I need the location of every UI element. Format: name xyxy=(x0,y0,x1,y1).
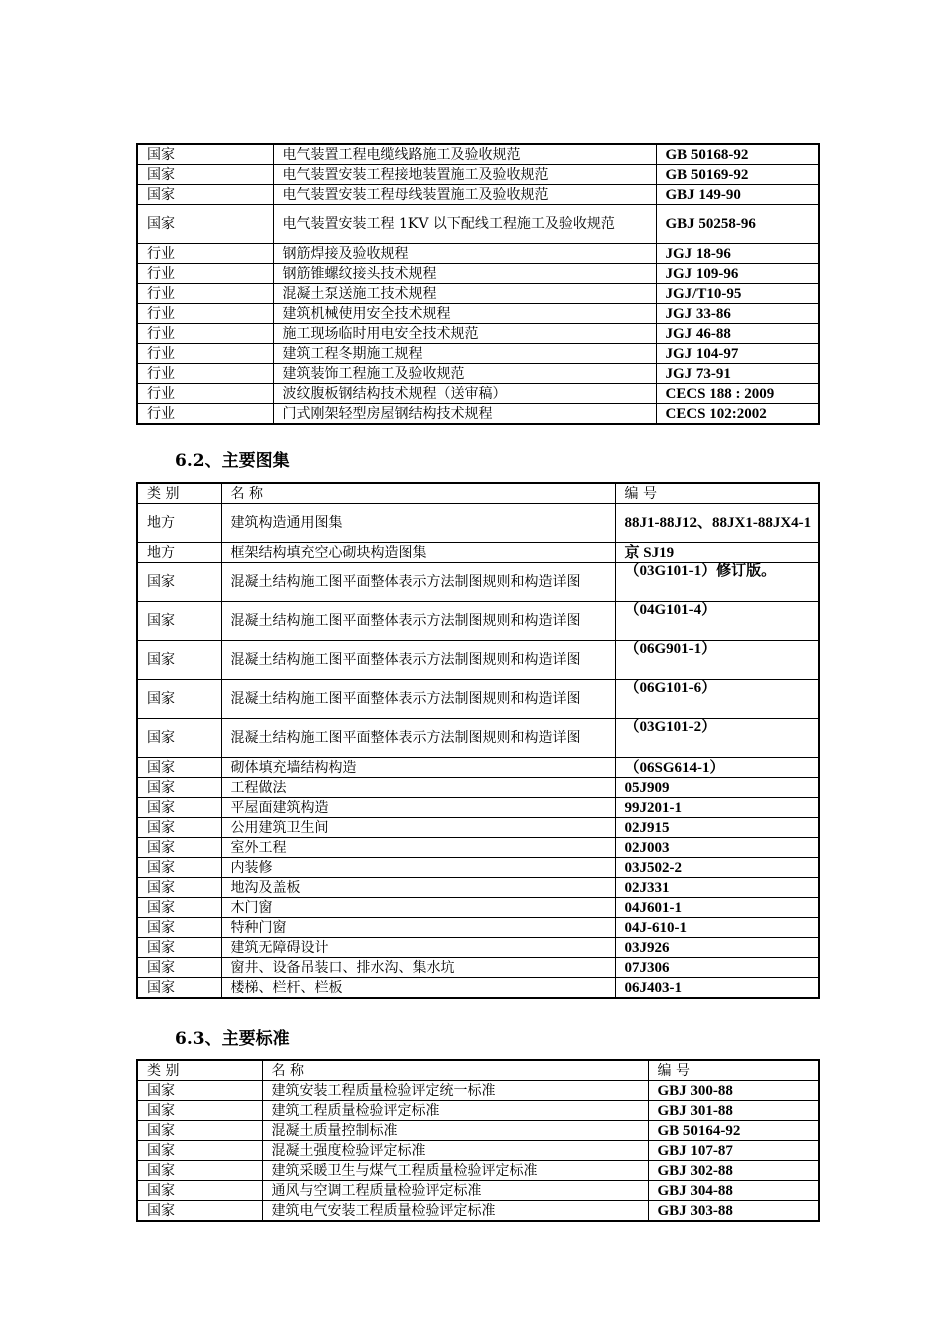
cell-code: GBJ 304-88 xyxy=(648,1181,819,1201)
cell-category: 国家 xyxy=(137,858,221,878)
cell-name: 建筑电气安装工程质量检验评定标准 xyxy=(262,1201,648,1222)
table-row xyxy=(137,364,819,384)
cell-code: GBJ 107-87 xyxy=(648,1141,819,1161)
header-code: 编 号 xyxy=(648,1060,819,1081)
cell-name: 内装修 xyxy=(221,858,615,878)
table-row xyxy=(137,1181,819,1201)
cell-name: 特种门窗 xyxy=(221,918,615,938)
cell-name: 混凝土结构施工图平面整体表示方法制图规则和构造详图 xyxy=(221,680,615,719)
cell-name: 混凝土强度检验评定标准 xyxy=(262,1141,648,1161)
cell-name: 建筑装饰工程施工及验收规范 xyxy=(273,364,656,384)
cell-name: 建筑无障碍设计 xyxy=(221,938,615,958)
table-row xyxy=(137,284,819,304)
cell-code: 04J601-1 xyxy=(615,898,819,918)
table-row xyxy=(137,344,819,364)
cell-category: 国家 xyxy=(137,1161,262,1181)
cell-code: 06J403-1 xyxy=(615,978,819,999)
cell-code: GBJ 302-88 xyxy=(648,1161,819,1181)
cell-category: 国家 xyxy=(137,938,221,958)
table-header-row xyxy=(137,1060,819,1081)
table-row xyxy=(137,244,819,264)
cell-category: 国家 xyxy=(137,1201,262,1222)
cell-code: （06G901-1） xyxy=(615,641,819,680)
table-row xyxy=(137,958,819,978)
cell-name: 混凝土结构施工图平面整体表示方法制图规则和构造详图 xyxy=(221,641,615,680)
cell-code: JGJ/T10-95 xyxy=(656,284,819,304)
cell-name: 混凝土质量控制标准 xyxy=(262,1121,648,1141)
cell-category: 国家 xyxy=(137,719,221,758)
cell-code: GBJ 50258-96 xyxy=(656,205,819,244)
cell-name: 砌体填充墙结构构造 xyxy=(221,758,615,778)
cell-name: 钢筋锥螺纹接头技术规程 xyxy=(273,264,656,284)
cell-category: 国家 xyxy=(137,958,221,978)
table-row xyxy=(137,1101,819,1121)
cell-code: 07J306 xyxy=(615,958,819,978)
cell-name: 建筑工程质量检验评定标准 xyxy=(262,1101,648,1121)
table-row xyxy=(137,404,819,425)
table-row xyxy=(137,680,819,719)
header-category: 类 别 xyxy=(137,1060,262,1081)
cell-name: 电气装置工程电缆线路施工及验收规范 xyxy=(273,144,656,165)
table-row xyxy=(137,918,819,938)
cell-category: 国家 xyxy=(137,818,221,838)
cell-name: 波纹腹板钢结构技术规程（送审稿） xyxy=(273,384,656,404)
cell-category: 国家 xyxy=(137,563,221,602)
cell-category: 国家 xyxy=(137,898,221,918)
cell-name: 钢筋焊接及验收规程 xyxy=(273,244,656,264)
cell-code: JGJ 46-88 xyxy=(656,324,819,344)
cell-category: 国家 xyxy=(137,1141,262,1161)
cell-category: 行业 xyxy=(137,384,273,404)
cell-name: 混凝土结构施工图平面整体表示方法制图规则和构造详图 xyxy=(221,563,615,602)
cell-name: 电气装置安装工程母线装置施工及验收规范 xyxy=(273,185,656,205)
cell-code: （03G101-1）修订版。 xyxy=(615,563,819,602)
table-header-row xyxy=(137,483,819,504)
table-row xyxy=(137,1121,819,1141)
cell-code: GBJ 149-90 xyxy=(656,185,819,205)
cell-name: 混凝土结构施工图平面整体表示方法制图规则和构造详图 xyxy=(221,602,615,641)
table-row xyxy=(137,543,819,563)
cell-name: 平屋面建筑构造 xyxy=(221,798,615,818)
table-row xyxy=(137,641,819,680)
cell-code: GB 50169-92 xyxy=(656,165,819,185)
cell-category: 国家 xyxy=(137,918,221,938)
cell-category: 行业 xyxy=(137,244,273,264)
cell-category: 地方 xyxy=(137,504,221,543)
cell-code: 99J201-1 xyxy=(615,798,819,818)
cell-code: 02J003 xyxy=(615,838,819,858)
standards-table-1 xyxy=(136,143,820,425)
table-row xyxy=(137,185,819,205)
table-row xyxy=(137,205,819,244)
table-row xyxy=(137,838,819,858)
cell-code: 02J915 xyxy=(615,818,819,838)
cell-code: GBJ 301-88 xyxy=(648,1101,819,1121)
section-title-standards: 6.3、主要标准 xyxy=(175,1029,290,1049)
table-row xyxy=(137,1141,819,1161)
cell-category: 国家 xyxy=(137,205,273,244)
cell-code: GB 50168-92 xyxy=(656,144,819,165)
cell-name: 电气装置安装工程接地装置施工及验收规范 xyxy=(273,165,656,185)
cell-category: 国家 xyxy=(137,798,221,818)
cell-name: 地沟及盖板 xyxy=(221,878,615,898)
cell-name: 建筑机械使用安全技术规程 xyxy=(273,304,656,324)
table-row xyxy=(137,144,819,165)
cell-code: 京 SJ19 xyxy=(615,543,819,563)
cell-code: 03J926 xyxy=(615,938,819,958)
cell-code: GB 50164-92 xyxy=(648,1121,819,1141)
cell-code: 88J1-88J12、88JX1-88JX4-1 xyxy=(615,504,819,543)
section-title-atlases: 6.2、主要图集 xyxy=(175,451,290,471)
cell-name: 建筑采暖卫生与煤气工程质量检验评定标准 xyxy=(262,1161,648,1181)
cell-category: 国家 xyxy=(137,1081,262,1101)
cell-name: 门式刚架轻型房屋钢结构技术规程 xyxy=(273,404,656,425)
standards-table-2 xyxy=(136,1059,820,1222)
cell-code: JGJ 33-86 xyxy=(656,304,819,324)
table-row xyxy=(137,818,819,838)
cell-code: （04G101-4） xyxy=(615,602,819,641)
cell-name: 通风与空调工程质量检验评定标准 xyxy=(262,1181,648,1201)
table-row xyxy=(137,304,819,324)
cell-name: 窗井、设备吊装口、排水沟、集水坑 xyxy=(221,958,615,978)
table-row xyxy=(137,165,819,185)
cell-name: 室外工程 xyxy=(221,838,615,858)
atlases-table xyxy=(136,482,820,999)
table-row xyxy=(137,898,819,918)
table-row xyxy=(137,602,819,641)
cell-category: 行业 xyxy=(137,344,273,364)
table-row xyxy=(137,1161,819,1181)
cell-code: （06SG614-1） xyxy=(615,758,819,778)
table-row xyxy=(137,878,819,898)
cell-code: （06G101-6） xyxy=(615,680,819,719)
cell-code: GBJ 303-88 xyxy=(648,1201,819,1222)
cell-code: JGJ 18-96 xyxy=(656,244,819,264)
cell-name: 电气装置安装工程 1KV 以下配线工程施工及验收规范 xyxy=(273,205,656,244)
table-row xyxy=(137,504,819,543)
table-row xyxy=(137,1201,819,1222)
cell-category: 国家 xyxy=(137,602,221,641)
cell-category: 地方 xyxy=(137,543,221,563)
table-row xyxy=(137,719,819,758)
cell-code: 02J331 xyxy=(615,878,819,898)
cell-category: 行业 xyxy=(137,284,273,304)
cell-name: 混凝土泵送施工技术规程 xyxy=(273,284,656,304)
cell-category: 国家 xyxy=(137,1121,262,1141)
cell-category: 国家 xyxy=(137,978,221,999)
cell-code: JGJ 104-97 xyxy=(656,344,819,364)
table-row xyxy=(137,778,819,798)
cell-name: 木门窗 xyxy=(221,898,615,918)
cell-name: 框架结构填充空心砌块构造图集 xyxy=(221,543,615,563)
cell-category: 国家 xyxy=(137,144,273,165)
cell-category: 国家 xyxy=(137,165,273,185)
table-row xyxy=(137,563,819,602)
table-row xyxy=(137,858,819,878)
cell-category: 国家 xyxy=(137,1101,262,1121)
cell-category: 国家 xyxy=(137,878,221,898)
table-row xyxy=(137,798,819,818)
table-row xyxy=(137,758,819,778)
cell-category: 行业 xyxy=(137,364,273,384)
cell-code: 04J-610-1 xyxy=(615,918,819,938)
cell-name: 建筑安装工程质量检验评定统一标准 xyxy=(262,1081,648,1101)
cell-code: JGJ 73-91 xyxy=(656,364,819,384)
table-row xyxy=(137,1081,819,1101)
header-name: 名 称 xyxy=(221,483,615,504)
cell-category: 行业 xyxy=(137,324,273,344)
cell-category: 国家 xyxy=(137,778,221,798)
cell-category: 行业 xyxy=(137,404,273,425)
cell-name: 建筑构造通用图集 xyxy=(221,504,615,543)
cell-category: 国家 xyxy=(137,185,273,205)
cell-category: 行业 xyxy=(137,264,273,284)
cell-category: 国家 xyxy=(137,1181,262,1201)
cell-category: 国家 xyxy=(137,838,221,858)
table-row xyxy=(137,978,819,999)
cell-name: 公用建筑卫生间 xyxy=(221,818,615,838)
cell-name: 楼梯、栏杆、栏板 xyxy=(221,978,615,999)
table-row xyxy=(137,384,819,404)
table-row xyxy=(137,324,819,344)
cell-name: 工程做法 xyxy=(221,778,615,798)
cell-name: 建筑工程冬期施工规程 xyxy=(273,344,656,364)
cell-code: JGJ 109-96 xyxy=(656,264,819,284)
cell-code: 03J502-2 xyxy=(615,858,819,878)
cell-category: 国家 xyxy=(137,680,221,719)
header-name: 名 称 xyxy=(262,1060,648,1081)
cell-code: GBJ 300-88 xyxy=(648,1081,819,1101)
cell-name: 施工现场临时用电安全技术规范 xyxy=(273,324,656,344)
cell-code: CECS 102:2002 xyxy=(656,404,819,425)
cell-category: 国家 xyxy=(137,758,221,778)
table-row xyxy=(137,264,819,284)
cell-code: 05J909 xyxy=(615,778,819,798)
cell-category: 行业 xyxy=(137,304,273,324)
header-code: 编 号 xyxy=(615,483,819,504)
header-category: 类 别 xyxy=(137,483,221,504)
cell-name: 混凝土结构施工图平面整体表示方法制图规则和构造详图 xyxy=(221,719,615,758)
cell-code: （03G101-2） xyxy=(615,719,819,758)
table-row xyxy=(137,938,819,958)
cell-code: CECS 188 : 2009 xyxy=(656,384,819,404)
cell-category: 国家 xyxy=(137,641,221,680)
